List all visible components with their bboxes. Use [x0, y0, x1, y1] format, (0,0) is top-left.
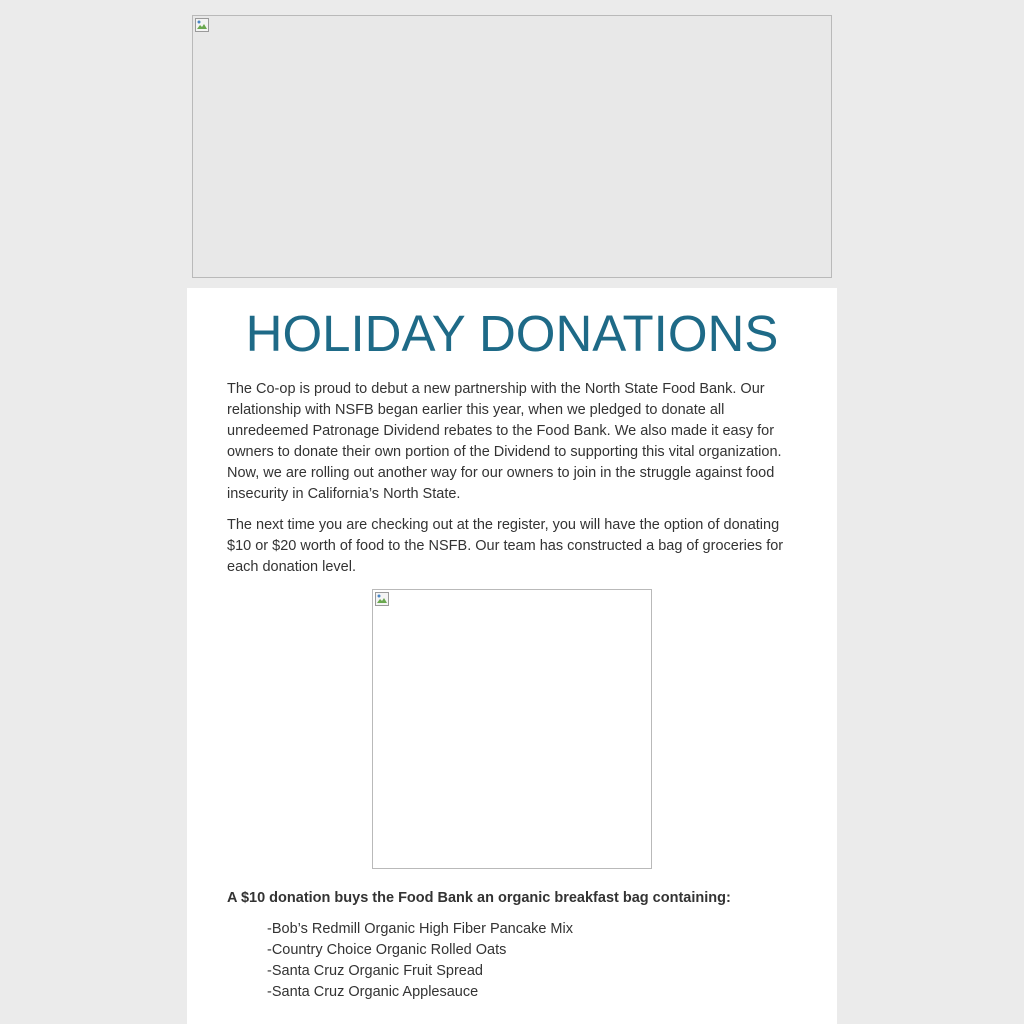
list-item: -Country Choice Organic Rolled Oats	[267, 942, 507, 958]
broken-image-icon	[375, 592, 389, 606]
list-item: -Bob’s Redmill Organic High Fiber Pancake Mix	[267, 921, 573, 937]
content-card	[187, 288, 837, 1024]
intro-paragraph: The Co-op is proud to debut a new partnership with the North State Food Bank. Our relationship with NSFB began earlier this year, when we pledged to donate all unredeemed Patronage Dividend rebates to the Food Bank. We also made it easy for owners to donate their own portion of the Dividend to supporting this vital organization. Now, we are rolling out another way for our owners to join in the struggle against food insecurity in California’s North State.	[227, 381, 782, 502]
breakfast-bag-items	[267, 919, 573, 1003]
broken-image-icon	[195, 18, 209, 32]
register-paragraph: The next time you are checking out at the register, you will have the option of donating $10 or $20 worth of food to the NSFB. Our team has constructed a bag of groceries for each donation level.	[227, 517, 784, 575]
list-item: -Santa Cruz Organic Fruit Spread	[267, 963, 483, 979]
list-item: -Santa Cruz Organic Applesauce	[267, 984, 479, 1000]
banner-image	[192, 15, 832, 278]
page-title: HOLIDAY DONATIONS	[245, 305, 779, 362]
breakfast-bag-heading: A $10 donation buys the Food Bank an organic breakfast bag containing:	[227, 890, 731, 906]
groceries-image	[372, 589, 652, 869]
